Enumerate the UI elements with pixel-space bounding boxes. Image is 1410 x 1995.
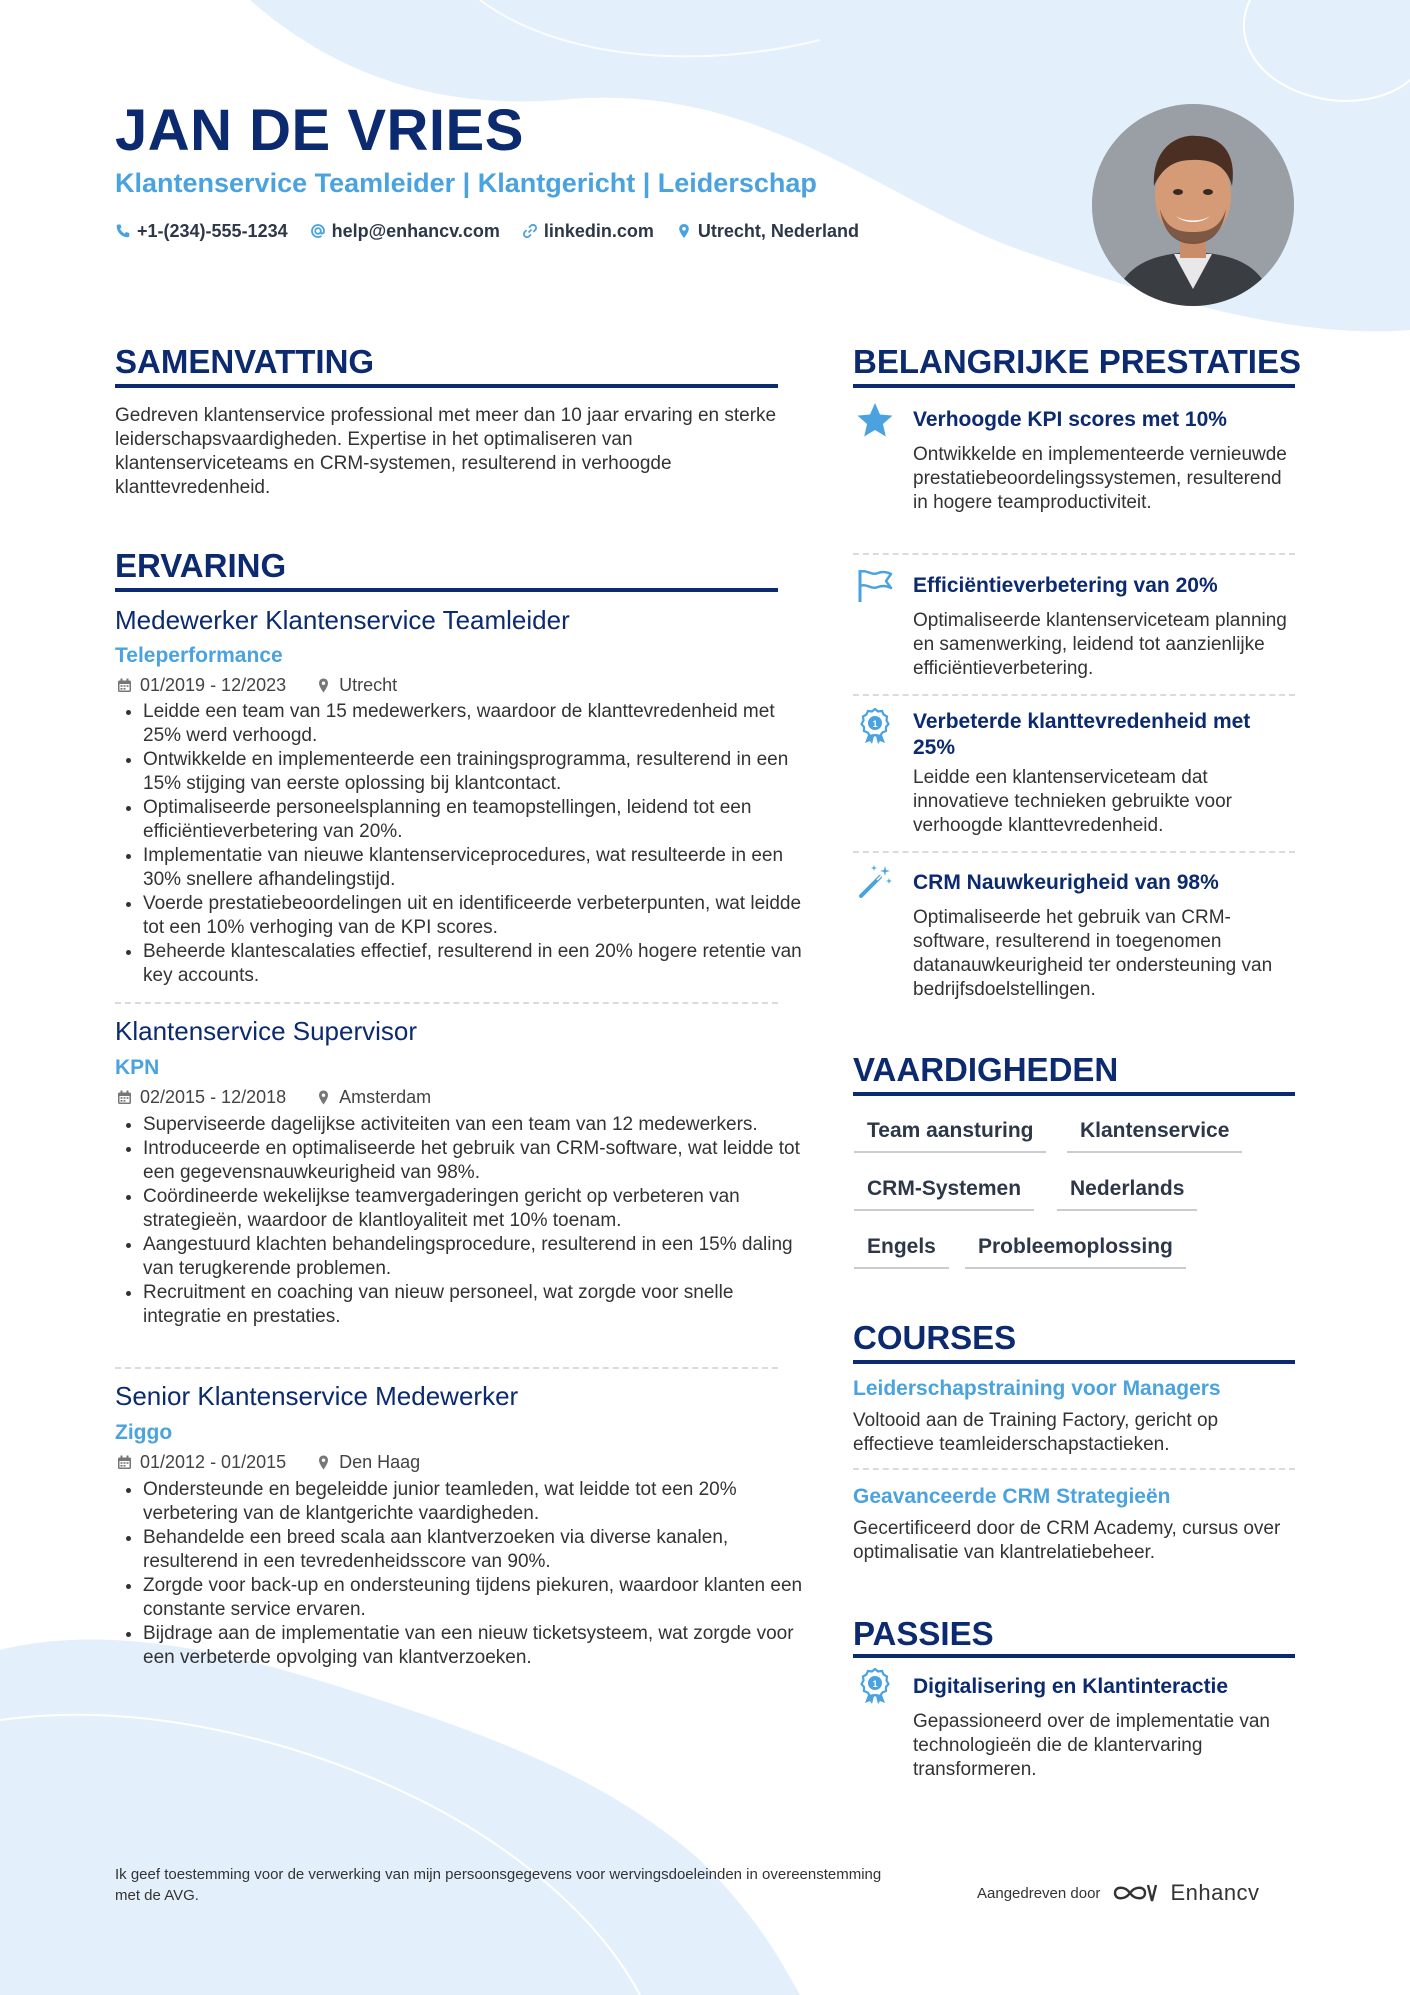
list-item: • Leidde een team van 15 medewerkers, waardoor de klanttevredenheid met 25% werd verhoogd. — [143, 700, 813, 748]
passions-title: PASSIES — [853, 1615, 994, 1652]
job-3-company: Ziggo — [115, 1421, 173, 1444]
achievement-4-text: Optimaliseerde het gebruik van CRM-software, resulterend in toegenomen datanauwkeurigheid ter ondersteuning van bedrijfsdoelstellingen. — [913, 907, 1273, 1000]
powered-by-label: Aangedreven door — [977, 1884, 1101, 1902]
powered-by[interactable] — [977, 1880, 1260, 1906]
passion-1-title: Digitalisering en Klantinteractie — [913, 1675, 1229, 1698]
courses-title: COURSES — [853, 1319, 1017, 1356]
job-1-bullets — [115, 700, 813, 988]
award-icon — [856, 707, 894, 745]
skills-rule — [853, 1092, 1295, 1096]
achievements-title: BELANGRIJKE PRESTATIES — [853, 343, 1301, 380]
at-icon — [310, 223, 326, 239]
phone-icon — [115, 223, 131, 239]
job-1-location: Utrecht — [339, 675, 398, 695]
job-divider — [115, 1367, 778, 1369]
job-3-location: Den Haag — [339, 1452, 421, 1472]
list-item: • Beheerde klantescalaties effectief, resulterend in een 20% hogere retentie van key accounts. — [143, 940, 813, 988]
star-icon — [856, 401, 894, 439]
location-pin-icon — [316, 1455, 331, 1470]
list-item: • Superviseerde dagelijkse activiteiten van een team van 12 medewerkers. — [143, 1113, 813, 1137]
link-icon — [522, 223, 538, 239]
location-pin-icon — [676, 223, 692, 239]
achievement-1-text: Ontwikkelde en implementeerde vernieuwde prestatiebeoordelingssystemen, resulterend in hogere teamproductiviteit. — [913, 444, 1287, 513]
calendar-icon — [117, 678, 132, 693]
enhancv-logo-icon — [1112, 1881, 1158, 1905]
skill-tag: Engels — [854, 1233, 949, 1269]
skills-title: VAARDIGHEDEN — [853, 1051, 1119, 1088]
course-2-title: Geavanceerde CRM Strategieën — [853, 1485, 1171, 1508]
contact-location — [676, 218, 859, 244]
svg-text:1: 1 — [872, 1679, 878, 1689]
course-1-text: Voltooid aan de Training Factory, gericht op effectieve teamleiderschapstactieken. — [853, 1410, 1219, 1455]
list-item: • Aangestuurd klachten behandelingsprocedure, resulterend in een 15% daling van terugkerende problemen. — [143, 1233, 813, 1281]
job-3-dates: 01/2012 - 01/2015 — [140, 1452, 287, 1472]
passions-rule — [853, 1654, 1295, 1658]
magic-wand-icon — [856, 863, 894, 901]
linkedin-text: linkedin.com — [543, 221, 654, 241]
job-1-meta — [117, 673, 397, 697]
contact-phone[interactable] — [115, 218, 288, 244]
list-item: • Optimaliseerde personeelsplanning en teamopstellingen, leidend tot een efficiëntieverbetering van 20%. — [143, 796, 813, 844]
list-item: • Voerde prestatiebeoordelingen uit en identificeerde verbeterpunten, wat leidde tot een 10% verhoging van de KPI scores. — [143, 892, 813, 940]
phone-text: +1-(234)-555-1234 — [137, 221, 288, 241]
brand-name: Enhancv — [1170, 1880, 1260, 1905]
course-1-title: Leiderschapstraining voor Managers — [853, 1377, 1221, 1400]
list-item: • Implementatie van nieuwe klantenserviceprocedures, wat resulteerde in een 30% snellere afhandelingstijd. — [143, 844, 813, 892]
svg-text:1: 1 — [872, 719, 878, 729]
consent-note: Ik geef toestemming voor de verwerking van mijn persoonsgegevens voor wervingsdoeleinden in overeenstemming met de AVG. — [115, 1866, 882, 1904]
job-3-meta — [117, 1450, 420, 1474]
list-item: • Ontwikkelde en implementeerde een trainingsprogramma, resulterend in een 15% stijging van eerste oplossing bij klantcontact. — [143, 748, 813, 796]
achievements-rule — [853, 384, 1295, 388]
achievement-divider — [853, 553, 1295, 555]
list-item: • Zorgde voor back-up en ondersteuning tijdens piekuren, waardoor klanten een constante service ervaren. — [143, 1574, 813, 1622]
summary-text: Gedreven klantenservice professional met meer dan 10 jaar ervaring en sterke leiderschapsvaardigheden. Expertise in het optimaliseren van klantenserviceteams en CRM-systemen, resulterend in verhoogde klanttevredenheid. — [115, 405, 777, 498]
experience-rule — [115, 588, 778, 592]
achievement-3-text: Leidde een klantenserviceteam dat innovatieve technieken gebruikte voor verhoogde klanttevredenheid. — [913, 767, 1232, 836]
job-2-company: KPN — [115, 1056, 160, 1079]
candidate-name: JAN DE VRIES — [115, 98, 524, 163]
email-text: help@enhancv.com — [331, 221, 500, 241]
summary-title: SAMENVATTING — [115, 343, 375, 380]
courses-rule — [853, 1360, 1295, 1364]
contact-bar — [115, 218, 859, 244]
job-2-role: Klantenservice Supervisor — [115, 1016, 418, 1046]
calendar-icon — [117, 1455, 132, 1470]
summary-rule — [115, 384, 778, 388]
passion-1-text: Gepassioneerd over de implementatie van technologieën die de klantervaring transformeren. — [913, 1711, 1270, 1780]
course-divider — [853, 1468, 1295, 1470]
job-divider — [115, 1002, 778, 1004]
location-pin-icon — [316, 1090, 331, 1105]
achievement-4-title: CRM Nauwkeurigheid van 98% — [913, 871, 1219, 894]
job-1-role: Medewerker Klantenservice Teamleider — [115, 605, 570, 635]
job-1-dates: 01/2019 - 12/2023 — [140, 675, 287, 695]
job-1-company: Teleperformance — [115, 644, 283, 667]
achievement-1-title: Verhoogde KPI scores met 10% — [913, 408, 1227, 431]
course-2-text: Gecertificeerd door de CRM Academy, cursus over optimalisatie van klantrelatiebeheer. — [853, 1518, 1281, 1563]
achievement-3-title: Verbeterde klanttevredenheid met 25% — [913, 710, 1251, 759]
job-3-bullets — [115, 1478, 813, 1670]
headline-tagline: Klantenservice Teamleider | Klantgericht | Leiderschap — [115, 168, 817, 198]
list-item: • Introduceerde en optimaliseerde het gebruik van CRM-software, wat leidde tot een gegevensnauwkeurigheid van 98%. — [143, 1137, 813, 1185]
achievement-divider — [853, 694, 1295, 696]
skill-tag: Probleemoplossing — [965, 1233, 1186, 1269]
contact-email[interactable] — [310, 218, 500, 244]
achievement-divider — [853, 851, 1295, 853]
job-2-dates: 02/2015 - 12/2018 — [140, 1087, 287, 1107]
skill-tag: Klantenservice — [1067, 1117, 1242, 1153]
skill-tag: CRM-Systemen — [854, 1175, 1034, 1211]
profile-photo — [1092, 104, 1294, 306]
list-item: • Coördineerde wekelijkse teamvergaderingen gericht op verbeteren van strategieën, waardoor de klantloyaliteit met 10% toenam. — [143, 1185, 813, 1233]
award-icon — [856, 1667, 894, 1705]
achievement-2-text: Optimaliseerde klantenserviceteam planning en samenwerking, leidend tot aanzienlijke efficiëntieverbetering. — [913, 610, 1287, 679]
flag-icon — [856, 567, 894, 605]
list-item: • Recruitment en coaching van nieuw personeel, wat zorgde voor snelle integratie en prestaties. — [143, 1281, 813, 1329]
location-text: Utrecht, Nederland — [697, 221, 859, 241]
job-2-location: Amsterdam — [339, 1087, 432, 1107]
location-pin-icon — [316, 678, 331, 693]
list-item: • Bijdrage aan de implementatie van een nieuw ticketsysteem, wat zorgde voor een verbeterde opvolging van klantverzoeken. — [143, 1622, 813, 1670]
list-item: • Ondersteunde en begeleidde junior teamleden, wat leidde tot een 20% verbetering van de klantgerichte vaardigheden. — [143, 1478, 813, 1526]
achievement-2-title: Efficiëntieverbetering van 20% — [913, 574, 1218, 597]
calendar-icon — [117, 1090, 132, 1105]
skill-tag: Nederlands — [1057, 1175, 1197, 1211]
list-item: • Behandelde een breed scala aan klantverzoeken via diverse kanalen, resulterend in een tevredenheidsscore van 90%. — [143, 1526, 813, 1574]
job-3-role: Senior Klantenservice Medewerker — [115, 1381, 519, 1411]
job-2-bullets — [115, 1113, 813, 1329]
experience-title: ERVARING — [115, 547, 287, 584]
contact-linkedin[interactable] — [522, 218, 654, 244]
job-2-meta — [117, 1085, 431, 1109]
skill-tag: Team aansturing — [854, 1117, 1046, 1153]
